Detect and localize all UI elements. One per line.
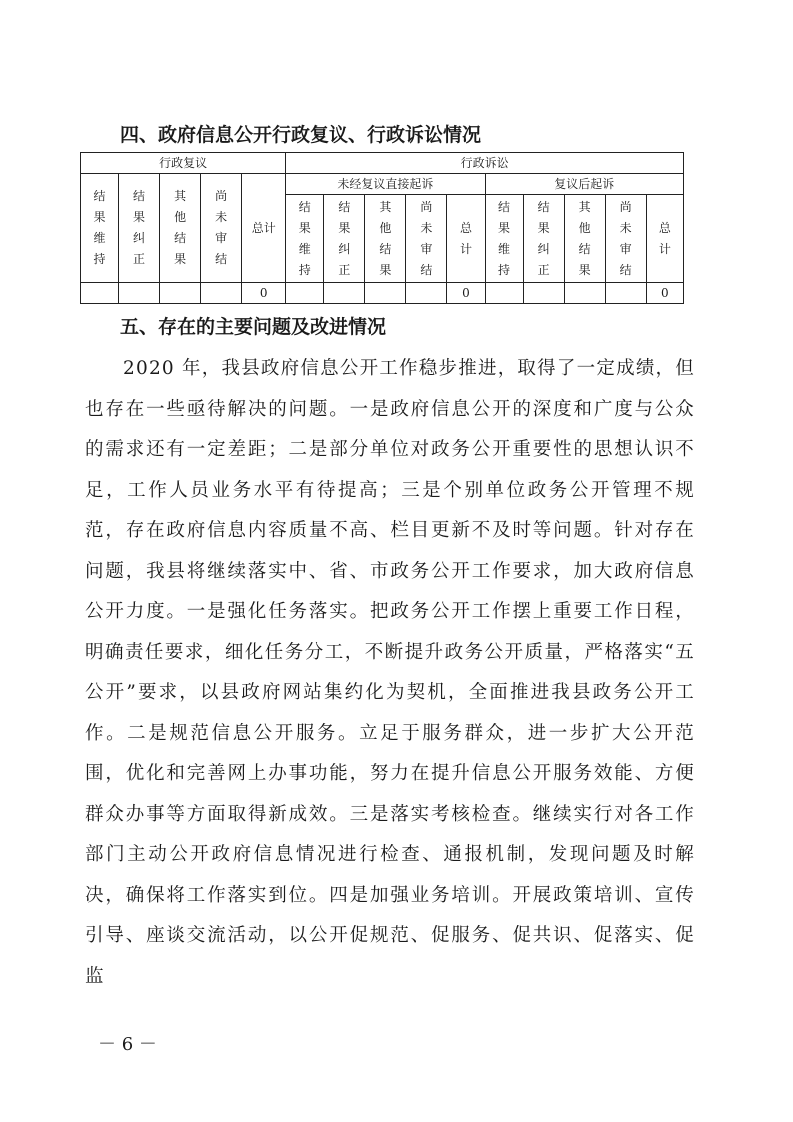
col-after-total: 总计	[646, 195, 683, 283]
page-number: － 6 －	[98, 1034, 157, 1055]
table-cell	[160, 283, 201, 304]
table-cell	[564, 283, 605, 304]
col-review-pending: 尚未审结	[201, 174, 242, 283]
table-cell	[485, 283, 523, 304]
body-paragraph: 2020 年，我县政府信息公开工作稳步推进，取得了一定成绩，但也存在一些亟待解决的问题。一是政府信息公开的深度和广度与公众的需求还有一定差距；二是部分单位对政务公开重要性的思想认识不足，工作人员业务水平有待提高；三是个别单位政务公开管理不规范，存在政府信息内容质量不高、栏目更新不及时等问题。针对存在问题，我县将继续落实中、省、市政务公开工作要求，加大政府信息公开力度。一是强化任务落实。把政务公开工作摆上重要工作日程，明确责任要求，细化任务分工，不断提升政务公开质量，严格落实“五公开”要求，以县政府网站集约化为契机，全面推进我县政务公开工作。二是规范信息公开服务。立足于服务群众，进一步扩大公开范围，优化和完善网上办事功能，努力在提升信息公开服务效能、方便群众办事等方面取得新成效。三是落实考核检查。继续实行对各工作部门主动公开政府信息情况进行检查、通报机制，发现问题及时解决，确保将工作落实到位。四是加强业务培训。开展政策培训、宣传引导、座谈交流活动，以公开促规范、促服务、促共识、促落实、促监	[85, 358, 695, 987]
header-administrative-litigation: 行政诉讼	[286, 153, 684, 174]
value-direct-total: 0	[447, 283, 485, 304]
header-post-review-litigation: 复议后起诉	[485, 174, 683, 195]
table-cell	[365, 283, 406, 304]
table-cell	[286, 283, 324, 304]
col-direct-maintain: 结果维持	[286, 195, 324, 283]
value-after-total: 0	[646, 283, 683, 304]
value-review-total: 0	[242, 283, 286, 304]
col-review-total: 总计	[242, 174, 286, 283]
section-heading-problems: 五、存在的主要问题及改进情况	[120, 316, 387, 338]
table-cell	[523, 283, 564, 304]
col-after-maintain: 结果维持	[485, 195, 523, 283]
section-heading-litigation: 四、政府信息公开行政复议、行政诉讼情况	[120, 124, 482, 146]
table-cell	[324, 283, 365, 304]
col-after-pending: 尚未审结	[605, 195, 646, 283]
col-review-maintain: 结果维持	[81, 174, 119, 283]
col-review-correct: 结果纠正	[119, 174, 160, 283]
header-direct-litigation: 未经复议直接起诉	[286, 174, 485, 195]
table-cell	[81, 283, 119, 304]
col-direct-other: 其他结果	[365, 195, 406, 283]
table-cell	[406, 283, 447, 304]
col-after-other: 其他结果	[564, 195, 605, 283]
review-litigation-table	[80, 152, 684, 304]
col-direct-pending: 尚未审结	[406, 195, 447, 283]
table-cell	[201, 283, 242, 304]
col-review-other: 其他结果	[160, 174, 201, 283]
col-direct-correct: 结果纠正	[324, 195, 365, 283]
table-cell	[605, 283, 646, 304]
col-direct-total: 总计	[447, 195, 485, 283]
table-cell	[119, 283, 160, 304]
header-administrative-review: 行政复议	[81, 153, 286, 174]
col-after-correct: 结果纠正	[523, 195, 564, 283]
